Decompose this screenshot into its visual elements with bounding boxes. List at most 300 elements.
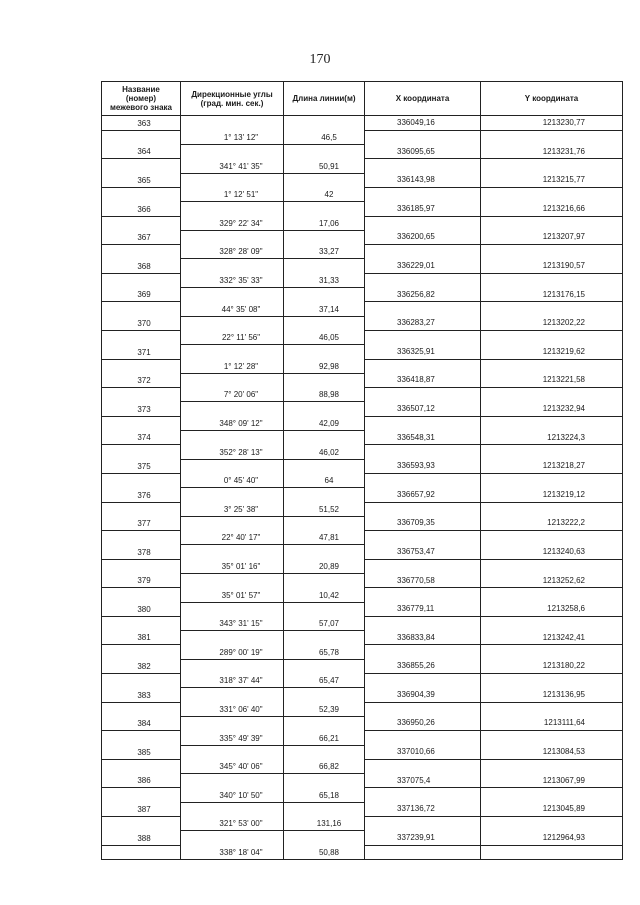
empty-cell <box>181 602 284 616</box>
empty-cell <box>181 345 284 359</box>
segment-row <box>102 216 623 230</box>
y-coordinate: 1213207,97 <box>481 230 623 244</box>
line-length: 37,14 <box>284 302 365 316</box>
header-y: Y координата <box>481 82 623 116</box>
x-coordinate: 336283,27 <box>365 316 481 330</box>
segment-row <box>102 788 623 802</box>
empty-cell <box>481 388 623 402</box>
empty-cell <box>181 802 284 816</box>
header-length: Длина линии(м) <box>284 82 365 116</box>
point-name: 376 <box>102 488 181 502</box>
empty-cell <box>181 516 284 530</box>
point-name: 374 <box>102 431 181 445</box>
segment-row <box>102 130 623 144</box>
empty-cell <box>102 702 181 716</box>
empty-cell <box>284 516 365 530</box>
x-coordinate: 336185,97 <box>365 202 481 216</box>
direction-angle: 44° 35' 08" <box>181 302 284 316</box>
empty-cell <box>481 788 623 802</box>
empty-cell <box>102 187 181 201</box>
point-row <box>102 802 623 816</box>
x-coordinate: 336200,65 <box>365 230 481 244</box>
empty-cell <box>102 645 181 659</box>
segment-row <box>102 273 623 287</box>
y-coordinate: 1213232,94 <box>481 402 623 416</box>
empty-cell <box>365 645 481 659</box>
segment-row <box>102 187 623 201</box>
y-coordinate: 1213219,12 <box>481 488 623 502</box>
segment-row <box>102 645 623 659</box>
empty-cell <box>481 845 623 860</box>
y-coordinate: 1213111,64 <box>481 716 623 730</box>
point-name: 370 <box>102 316 181 330</box>
line-length: 64 <box>284 473 365 487</box>
empty-cell <box>481 588 623 602</box>
empty-cell <box>365 388 481 402</box>
empty-cell <box>102 788 181 802</box>
point-name: 381 <box>102 631 181 645</box>
segment-row <box>102 759 623 773</box>
line-length: 10,42 <box>284 588 365 602</box>
point-name: 384 <box>102 716 181 730</box>
empty-cell <box>181 202 284 216</box>
segment-row <box>102 731 623 745</box>
point-name: 363 <box>102 116 181 131</box>
point-row <box>102 688 623 702</box>
direction-angle: 335° 49' 39" <box>181 731 284 745</box>
x-coordinate: 336548,31 <box>365 431 481 445</box>
empty-cell <box>481 531 623 545</box>
line-length: 92,98 <box>284 359 365 373</box>
empty-cell <box>481 616 623 630</box>
direction-angle: 345° 40' 06" <box>181 759 284 773</box>
direction-angle: 328° 28' 09" <box>181 245 284 259</box>
empty-cell <box>102 502 181 516</box>
point-name: 366 <box>102 202 181 216</box>
empty-cell <box>365 302 481 316</box>
empty-cell <box>181 431 284 445</box>
empty-cell <box>102 130 181 144</box>
y-coordinate: 1213242,41 <box>481 631 623 645</box>
x-coordinate: 336833,84 <box>365 631 481 645</box>
y-coordinate: 1213219,62 <box>481 345 623 359</box>
line-length: 52,39 <box>284 702 365 716</box>
direction-angle: 289° 00' 19" <box>181 645 284 659</box>
y-coordinate: 1213084,53 <box>481 745 623 759</box>
empty-cell <box>181 145 284 159</box>
x-coordinate: 336904,39 <box>365 688 481 702</box>
line-length: 131,16 <box>284 817 365 831</box>
point-row <box>102 745 623 759</box>
empty-cell <box>365 245 481 259</box>
empty-cell <box>365 330 481 344</box>
point-name: 367 <box>102 230 181 244</box>
empty-cell <box>365 273 481 287</box>
empty-cell <box>102 245 181 259</box>
segment-row <box>102 359 623 373</box>
x-coordinate: 336418,87 <box>365 373 481 387</box>
point-name: 387 <box>102 802 181 816</box>
segment-row <box>102 817 623 831</box>
empty-cell <box>365 588 481 602</box>
x-coordinate: 336049,16 <box>365 116 481 131</box>
direction-angle: 352° 28' 13" <box>181 445 284 459</box>
empty-cell <box>284 402 365 416</box>
empty-cell <box>481 245 623 259</box>
point-name: 373 <box>102 402 181 416</box>
direction-angle: 332° 35' 33" <box>181 273 284 287</box>
point-row <box>102 259 623 273</box>
empty-cell <box>181 774 284 788</box>
empty-cell <box>284 631 365 645</box>
point-row <box>102 659 623 673</box>
segment-row <box>102 502 623 516</box>
line-length: 46,5 <box>284 130 365 144</box>
x-coordinate: 336095,65 <box>365 145 481 159</box>
x-coordinate: 337136,72 <box>365 802 481 816</box>
empty-cell <box>181 402 284 416</box>
empty-cell <box>365 817 481 831</box>
point-name: 364 <box>102 145 181 159</box>
line-length: 88,98 <box>284 388 365 402</box>
line-length: 31,33 <box>284 273 365 287</box>
empty-cell <box>102 330 181 344</box>
y-coordinate: 1212964,93 <box>481 831 623 845</box>
empty-cell <box>181 459 284 473</box>
y-coordinate: 1213136,95 <box>481 688 623 702</box>
line-length: 65,78 <box>284 645 365 659</box>
empty-cell <box>102 302 181 316</box>
line-length: 33,27 <box>284 245 365 259</box>
y-coordinate: 1213258,6 <box>481 602 623 616</box>
line-length: 42,09 <box>284 416 365 430</box>
y-coordinate: 1213224,3 <box>481 431 623 445</box>
empty-cell <box>102 159 181 173</box>
line-length: 57,07 <box>284 616 365 630</box>
point-name: 369 <box>102 288 181 302</box>
segment-row <box>102 330 623 344</box>
direction-angle: 7° 20' 06" <box>181 388 284 402</box>
empty-cell <box>102 473 181 487</box>
point-name: 380 <box>102 602 181 616</box>
line-length: 65,47 <box>284 674 365 688</box>
empty-cell <box>365 731 481 745</box>
coordinates-table <box>101 81 623 860</box>
y-coordinate: 1213176,15 <box>481 288 623 302</box>
point-row <box>102 316 623 330</box>
empty-cell <box>181 116 284 131</box>
empty-cell <box>284 602 365 616</box>
point-row <box>102 459 623 473</box>
point-row <box>102 831 623 845</box>
direction-angle: 318° 37' 44" <box>181 674 284 688</box>
direction-angle: 35° 01' 16" <box>181 559 284 573</box>
point-name: 371 <box>102 345 181 359</box>
empty-cell <box>102 531 181 545</box>
point-name: 383 <box>102 688 181 702</box>
empty-cell <box>365 674 481 688</box>
empty-cell <box>181 831 284 845</box>
empty-cell <box>284 774 365 788</box>
point-row <box>102 145 623 159</box>
y-coordinate: 1213240,63 <box>481 545 623 559</box>
empty-cell <box>365 759 481 773</box>
empty-cell <box>181 745 284 759</box>
empty-cell <box>102 388 181 402</box>
y-coordinate: 1213231,76 <box>481 145 623 159</box>
empty-cell <box>284 373 365 387</box>
point-row <box>102 402 623 416</box>
empty-cell <box>481 502 623 516</box>
segment-row <box>102 559 623 573</box>
empty-cell <box>365 702 481 716</box>
point-name: 388 <box>102 831 181 845</box>
direction-angle: 35° 01' 57" <box>181 588 284 602</box>
y-coordinate: 1213222,2 <box>481 516 623 530</box>
x-coordinate: 336855,26 <box>365 659 481 673</box>
empty-cell <box>102 674 181 688</box>
empty-cell <box>284 145 365 159</box>
point-name: 378 <box>102 545 181 559</box>
direction-angle: 3° 25' 38" <box>181 502 284 516</box>
empty-cell <box>284 545 365 559</box>
segment-row <box>102 416 623 430</box>
line-length: 66,82 <box>284 759 365 773</box>
point-row <box>102 488 623 502</box>
empty-cell <box>102 759 181 773</box>
segment-row <box>102 302 623 316</box>
direction-angle: 341° 41' 35" <box>181 159 284 173</box>
empty-cell <box>365 187 481 201</box>
line-length: 50,88 <box>284 845 365 860</box>
empty-cell <box>102 731 181 745</box>
segment-row <box>102 674 623 688</box>
empty-cell <box>284 288 365 302</box>
line-length: 65,18 <box>284 788 365 802</box>
point-row <box>102 516 623 530</box>
x-coordinate: 336770,58 <box>365 574 481 588</box>
empty-cell <box>481 416 623 430</box>
empty-cell <box>481 473 623 487</box>
empty-cell <box>481 674 623 688</box>
y-coordinate: 1213190,57 <box>481 259 623 273</box>
empty-cell <box>181 545 284 559</box>
empty-cell <box>284 688 365 702</box>
empty-cell <box>181 574 284 588</box>
point-name: 386 <box>102 774 181 788</box>
empty-cell <box>481 445 623 459</box>
x-coordinate: 336657,92 <box>365 488 481 502</box>
empty-cell <box>284 173 365 187</box>
point-name: 382 <box>102 659 181 673</box>
empty-cell <box>284 745 365 759</box>
x-coordinate: 337075,4 <box>365 774 481 788</box>
segment-row <box>102 159 623 173</box>
segment-row <box>102 845 623 860</box>
line-length: 51,52 <box>284 502 365 516</box>
empty-cell <box>181 373 284 387</box>
table-body <box>102 116 623 860</box>
segment-row <box>102 588 623 602</box>
empty-cell <box>284 316 365 330</box>
empty-cell <box>481 759 623 773</box>
empty-cell <box>365 445 481 459</box>
line-length: 66,21 <box>284 731 365 745</box>
empty-cell <box>365 216 481 230</box>
header-x: X координата <box>365 82 481 116</box>
segment-row <box>102 245 623 259</box>
empty-cell <box>102 445 181 459</box>
empty-cell <box>284 831 365 845</box>
empty-cell <box>284 431 365 445</box>
segment-row <box>102 616 623 630</box>
x-coordinate: 336507,12 <box>365 402 481 416</box>
empty-cell <box>181 316 284 330</box>
point-name: 379 <box>102 574 181 588</box>
point-row <box>102 631 623 645</box>
y-coordinate: 1213045,89 <box>481 802 623 816</box>
direction-angle: 348° 09' 12" <box>181 416 284 430</box>
empty-cell <box>481 302 623 316</box>
direction-angle: 0° 45' 40" <box>181 473 284 487</box>
x-coordinate: 337239,91 <box>365 831 481 845</box>
direction-angle: 331° 06' 40" <box>181 702 284 716</box>
empty-cell <box>102 416 181 430</box>
empty-cell <box>181 688 284 702</box>
segment-row <box>102 388 623 402</box>
empty-cell <box>481 645 623 659</box>
point-name: 375 <box>102 459 181 473</box>
segment-row <box>102 445 623 459</box>
direction-angle: 1° 12' 28" <box>181 359 284 373</box>
point-row <box>102 602 623 616</box>
point-row <box>102 373 623 387</box>
empty-cell <box>102 588 181 602</box>
empty-cell <box>181 259 284 273</box>
header-angle-text: Дирекционные углы (град. мин. сек.) <box>191 89 273 108</box>
empty-cell <box>284 488 365 502</box>
empty-cell <box>284 202 365 216</box>
point-row <box>102 545 623 559</box>
empty-cell <box>481 731 623 745</box>
segment-row <box>102 702 623 716</box>
empty-cell <box>365 473 481 487</box>
x-coordinate: 336779,11 <box>365 602 481 616</box>
direction-angle: 338° 18' 04" <box>181 845 284 860</box>
point-row <box>102 345 623 359</box>
empty-cell <box>102 359 181 373</box>
empty-cell <box>284 116 365 131</box>
empty-cell <box>102 273 181 287</box>
y-coordinate: 1213067,99 <box>481 774 623 788</box>
empty-cell <box>481 330 623 344</box>
line-length: 46,02 <box>284 445 365 459</box>
y-coordinate: 1213230,77 <box>481 116 623 131</box>
empty-cell <box>102 817 181 831</box>
empty-cell <box>365 502 481 516</box>
table-header-row <box>102 82 623 116</box>
empty-cell <box>284 230 365 244</box>
line-length: 20,89 <box>284 559 365 573</box>
empty-cell <box>102 845 181 860</box>
empty-cell <box>365 845 481 860</box>
empty-cell <box>284 345 365 359</box>
x-coordinate: 337010,66 <box>365 745 481 759</box>
point-name: 377 <box>102 516 181 530</box>
x-coordinate: 336143,98 <box>365 173 481 187</box>
empty-cell <box>284 459 365 473</box>
empty-cell <box>284 574 365 588</box>
y-coordinate: 1213218,27 <box>481 459 623 473</box>
segment-row <box>102 473 623 487</box>
point-name: 385 <box>102 745 181 759</box>
x-coordinate: 336950,26 <box>365 716 481 730</box>
empty-cell <box>365 359 481 373</box>
empty-cell <box>181 173 284 187</box>
x-coordinate: 336753,47 <box>365 545 481 559</box>
y-coordinate: 1213252,62 <box>481 574 623 588</box>
header-name <box>102 82 181 116</box>
empty-cell <box>365 559 481 573</box>
point-row <box>102 288 623 302</box>
point-row <box>102 116 623 131</box>
empty-cell <box>102 559 181 573</box>
y-coordinate: 1213180,22 <box>481 659 623 673</box>
header-angle <box>181 82 284 116</box>
direction-angle: 329° 22' 34" <box>181 216 284 230</box>
empty-cell <box>481 187 623 201</box>
direction-angle: 340° 10' 50" <box>181 788 284 802</box>
line-length: 50,91 <box>284 159 365 173</box>
direction-angle: 22° 40' 17" <box>181 531 284 545</box>
x-coordinate: 336593,93 <box>365 459 481 473</box>
x-coordinate: 336256,82 <box>365 288 481 302</box>
empty-cell <box>481 702 623 716</box>
direction-angle: 22° 11' 56" <box>181 330 284 344</box>
x-coordinate: 336325,91 <box>365 345 481 359</box>
empty-cell <box>481 216 623 230</box>
y-coordinate: 1213216,66 <box>481 202 623 216</box>
line-length: 42 <box>284 187 365 201</box>
point-row <box>102 173 623 187</box>
empty-cell <box>181 659 284 673</box>
empty-cell <box>481 273 623 287</box>
line-length: 17,06 <box>284 216 365 230</box>
segment-row <box>102 531 623 545</box>
empty-cell <box>481 359 623 373</box>
point-row <box>102 574 623 588</box>
page-number: 170 <box>309 52 331 67</box>
empty-cell <box>481 130 623 144</box>
line-length: 47,81 <box>284 531 365 545</box>
empty-cell <box>181 716 284 730</box>
empty-cell <box>284 802 365 816</box>
empty-cell <box>284 259 365 273</box>
empty-cell <box>481 559 623 573</box>
direction-angle: 343° 31' 15" <box>181 616 284 630</box>
empty-cell <box>102 616 181 630</box>
empty-cell <box>365 531 481 545</box>
y-coordinate: 1213215,77 <box>481 173 623 187</box>
point-name: 368 <box>102 259 181 273</box>
empty-cell <box>181 288 284 302</box>
empty-cell <box>365 416 481 430</box>
empty-cell <box>365 616 481 630</box>
empty-cell <box>365 788 481 802</box>
empty-cell <box>481 159 623 173</box>
empty-cell <box>481 817 623 831</box>
direction-angle: 1° 13' 12" <box>181 130 284 144</box>
